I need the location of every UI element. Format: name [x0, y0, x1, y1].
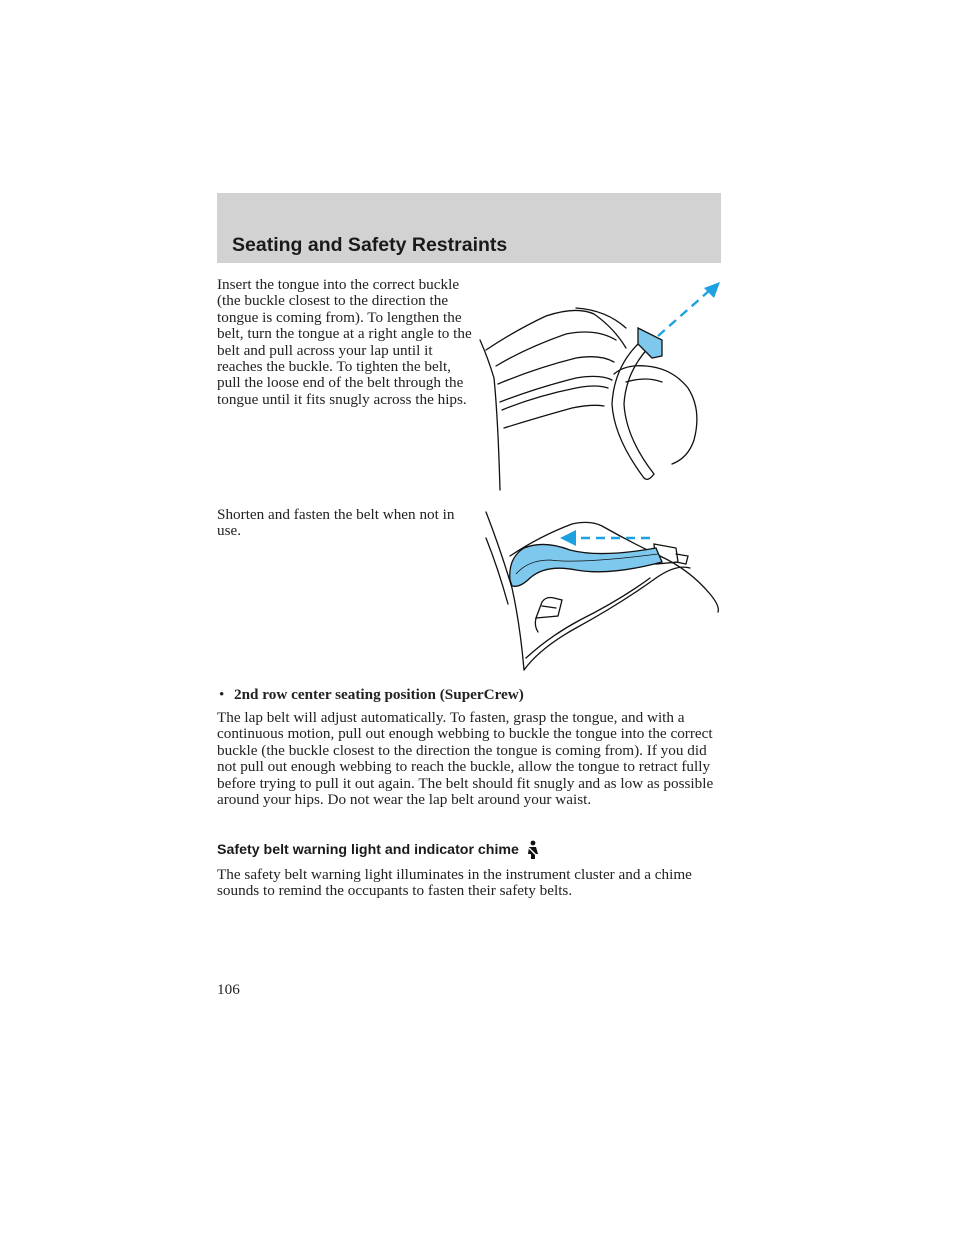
- section-title: Seating and Safety Restraints: [232, 234, 508, 256]
- section-header: [217, 193, 721, 263]
- belt-shorten-illustration: [480, 508, 722, 674]
- bullet-item: [219, 686, 719, 703]
- page-number: 106: [217, 981, 240, 998]
- belt-instructions-paragraph: Insert the tongue into the correct buckle (the buckle closest to the direction the tongue is coming from). To lengthen the belt, turn the tongue at a right angle to the belt and pull across your lap until it reaches the buckle. To tighten the belt, pull the loose end of the belt through the tongue until it fits snugly across the hips.: [217, 276, 472, 408]
- bullet-marker: •: [219, 686, 225, 703]
- lap-belt-paragraph: The lap belt will adjust automatically. To fasten, grasp the tongue, and with a continuous motion, pull out enough webbing to buckle the tongue into the correct buckle (the buckle closest to the direction the tongue is coming from). If you did not pull out enough webbing to reach the buckle, allow the tongue to retract fully before trying to pull it out again. The belt should fit snugly and as low as possible around your hips. Do not wear the lap belt around your waist.: [217, 709, 714, 809]
- arrow-left-icon: [560, 530, 576, 546]
- belt-webbing: [510, 544, 662, 586]
- bullet-heading: 2nd row center seating position (SuperCrew): [234, 686, 524, 703]
- shorten-belt-paragraph: Shorten and fasten the belt when not in use.: [217, 506, 455, 540]
- seatbelt-warning-icon: [526, 840, 540, 860]
- warning-light-paragraph: The safety belt warning light illuminates in the instrument cluster and a chime sounds to remind the occupants to fasten their safety belts.: [217, 866, 692, 900]
- belt-tongue: [638, 328, 662, 358]
- arrow-up-right-icon: [704, 282, 720, 298]
- warning-light-subheading: [217, 840, 722, 860]
- subheading-text: Safety belt warning light and indicator chime: [217, 842, 519, 858]
- belt-lengthen-illustration: [476, 278, 722, 496]
